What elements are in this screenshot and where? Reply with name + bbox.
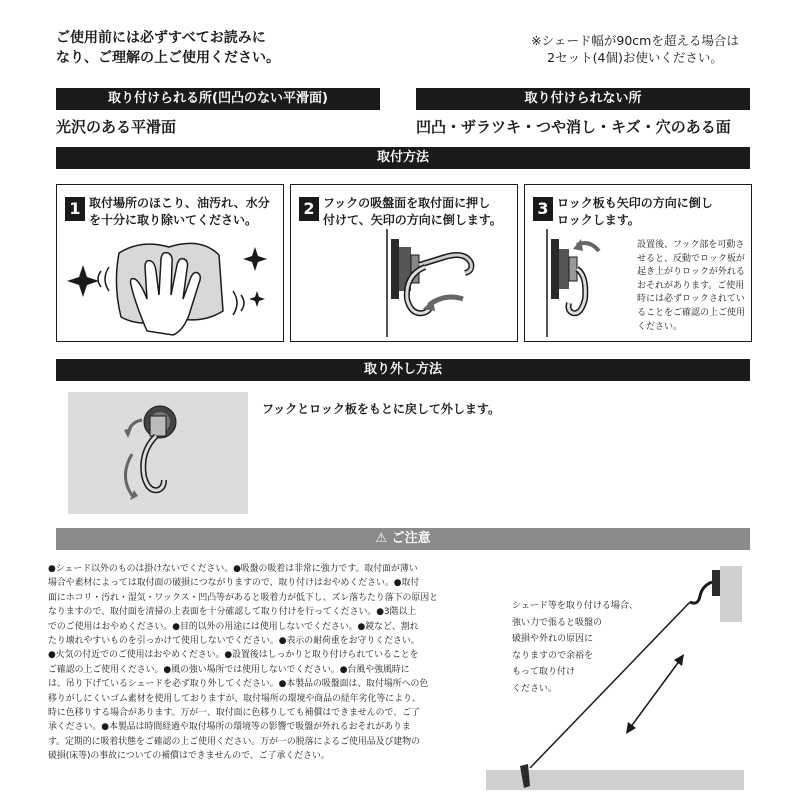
- install-header: 取付方法: [56, 147, 750, 169]
- caution-line: す。定期的に吸着状態をご確認の上ご使用ください。万が一の脱落によるご使用品及び建物の: [48, 736, 421, 747]
- caution-line: なりますので、取付面を清掃の上表面を十分確認して取り付けを行ってください。●3階以上: [48, 607, 417, 618]
- step-3-line-1: ロック板も矢印の方向に倒し: [557, 196, 713, 210]
- step-3-number: 3: [533, 197, 553, 221]
- intro-line-2: なり、ご理解の上ご使用ください。: [56, 50, 280, 66]
- caution-line: 場合や素材によっては取付面の破損につながりますので、取り付けはおやめください。●取付: [48, 578, 420, 589]
- step-2-number: 2: [299, 197, 319, 221]
- step-3-text: [557, 195, 747, 229]
- side-note-line: シェード等を取り付ける場合、: [512, 601, 638, 611]
- caution-line: でのご使用はおやめください。●目的以外の用途には使用しないでください。●鏡など、割れ: [48, 621, 419, 632]
- step-2-line-1: フックの吸盤面を取付面に押し: [323, 196, 491, 210]
- ok-surface-header: 取り付けられる所(凹凸のない平滑面): [56, 88, 380, 110]
- shade-side-note: [512, 598, 662, 697]
- caution-header-label: ご注意: [391, 531, 431, 546]
- caution-line: ご確認の上ご使用ください。●風の強い場所では使用しないでください。●台風や強風時に: [48, 664, 410, 675]
- step-3-note-line: 設置後、フック部を可動さ: [637, 240, 745, 250]
- intro-line-1: ご使用前には必ずすべてお読みに: [56, 30, 266, 46]
- side-note-line: ください。: [512, 683, 558, 694]
- step-2: [290, 184, 518, 342]
- lock-plate-illustration: [529, 229, 629, 337]
- sparkle-icon: [249, 291, 265, 307]
- step-1-line-1: 取付場所のほこり、油汚れ、水分: [89, 196, 270, 210]
- suction-hook-attach-illustration: [295, 229, 513, 337]
- step-3-line-2: ロックします。: [557, 213, 640, 227]
- caution-line: ●火気の付近でのご使用はおやめください。●設置後はしっかりと取り付けられていることを: [48, 650, 419, 661]
- warning-icon: ⚠: [375, 531, 388, 546]
- step-3-note-line: 時には必ずロックされてい: [637, 294, 745, 305]
- step-3-note-line: ることをご確認の上ご使用: [637, 307, 746, 318]
- step-1: [56, 184, 284, 342]
- caution-line: 移りがしにくいゴム素材を使用しておりますが、取付場所の環境や商品の経年劣化等により、: [48, 693, 421, 704]
- caution-line: は、吊り下げているシェードを必ず取り外してください。●本製品の吸盤面は、取付場所への色: [48, 679, 429, 690]
- side-note-line: 破損や外れの原因に: [512, 634, 594, 644]
- caution-line: ●シェード以外のものは掛けないでください。●吸盤の吸着は非常に強力です。取付面が薄い: [48, 564, 418, 574]
- removal-text: フックとロック板をもとに戻して外します。: [262, 402, 500, 416]
- step-2-line-2: 付けて、矢印の方向に倒します。: [323, 213, 502, 227]
- sparkle-icon: [243, 247, 267, 271]
- step-3-note: [637, 239, 747, 334]
- step-2-text: [323, 195, 513, 229]
- caution-line: 時に色移りする場合があります。万が一、取付面に色移りしても補償はできませんので、ご了: [48, 708, 420, 719]
- step-1-text: [89, 195, 279, 229]
- caution-line: 承ください。●本製品は時間経過や取付場所の環境等の影響で吸盤が外れるおそれがありま: [48, 722, 411, 733]
- caution-line: たり壊れやすいものを引っかけて使用しないでください。●表示の耐荷重をお守りください。: [48, 636, 420, 647]
- ng-surface-text: 凹凸・ザラツキ・つや消し・キズ・穴のある面: [416, 118, 731, 136]
- step-3-note-line: ください。: [637, 321, 683, 332]
- side-note-line: なりますので余裕を: [512, 650, 594, 661]
- width-note-line-2: 2セット(4個)お使いください。: [547, 50, 723, 65]
- intro-text: [56, 28, 396, 68]
- removal-illustration: [68, 392, 248, 514]
- cleaning-hand-illustration: [61, 233, 279, 337]
- side-note-line: もって取り付け: [512, 667, 576, 677]
- removal-header: 取り外し方法: [56, 359, 750, 381]
- width-note-line-1: ※シェード幅が90cmを超える場合は: [531, 33, 739, 48]
- ok-surface-text: 光沢のある平滑面: [56, 118, 177, 136]
- sparkle-icon: [67, 265, 99, 297]
- caution-line: 面にホコリ・汚れ・湿気・ワックス・凹凸等があると吸着力が低下し、ズレ落ちたり落下の原因と: [48, 592, 438, 603]
- caution-header: [56, 528, 750, 550]
- step-3-note-line: 起き上がりロックが外れる: [637, 267, 745, 278]
- step-1-line-2: を十分に取り除いてください。: [89, 213, 258, 227]
- step-3-note-line: おそれがあります。ご使用: [637, 280, 745, 291]
- side-note-line: 強い力で張ると吸盤の: [512, 617, 603, 628]
- caution-line: 破損(床等)の事故についての補償はできませんので、ご了承ください。: [48, 751, 330, 762]
- step-3: [524, 184, 752, 342]
- step-3-note-line: せると、反動でロック板が: [637, 253, 745, 264]
- ng-surface-header: 取り付けられない所: [416, 88, 750, 110]
- width-note: [500, 32, 770, 66]
- caution-text: [48, 562, 460, 764]
- step-1-number: 1: [65, 197, 85, 221]
